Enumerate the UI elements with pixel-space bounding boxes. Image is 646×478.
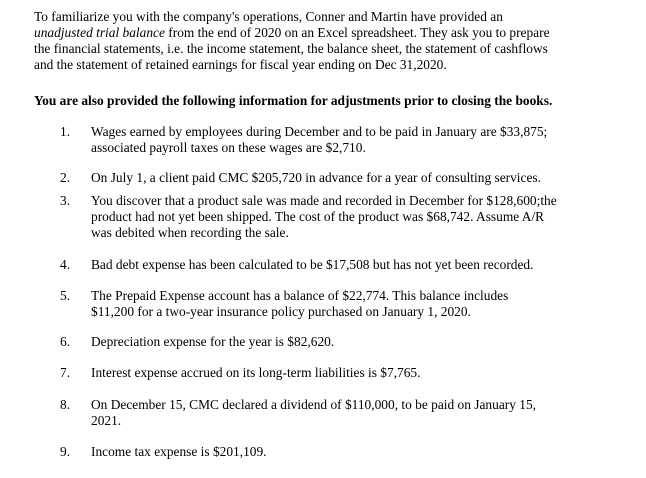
list-item-number: 9. [60,444,71,459]
list-item-line: Interest expense accrued on its long-term liabilities is $7,765. [91,365,421,380]
list-item-line: Wages earned by employees during December and to be paid in January are $33,875; [91,124,548,139]
intro-line-3: the financial statements, i.e. the income statement, the balance sheet, the statement of cashflows [34,41,548,56]
list-item-number: 6. [60,334,71,349]
intro-line-2 [34,25,614,41]
intro-line-4: and the statement of retained earnings for fiscal year ending on Dec 31,2020. [34,57,447,72]
list-item-number: 7. [60,365,71,380]
list-item-line: Income tax expense is $201,109. [91,444,267,459]
list-item-text [91,334,616,350]
list-item-line: Bad debt expense has been calculated to be $17,508 but has not yet been recorded. [91,257,534,272]
list-item-line: product had not yet been shipped. The cost of the product was $68,742. Assume A/R [91,209,545,224]
list-item-line: You discover that a product sale was made and recorded in December for $128,600;the [91,193,557,208]
list-item-text [91,397,616,429]
list-item-number: 4. [60,257,71,272]
list-item-line: The Prepaid Expense account has a balance of $22,774. This balance includes [91,288,509,303]
list-item-number: 8. [60,397,71,412]
list-item-line: On December 15, CMC declared a dividend of $110,000, to be paid on January 15, [91,397,537,412]
list-item-line: $11,200 for a two-year insurance policy purchased on January 1, 2020. [91,304,471,319]
list-item-number: 1. [60,124,71,139]
list-item-line: associated payroll taxes on these wages are $2,710. [91,140,366,155]
list-item-text [91,124,616,156]
list-item-text [91,288,616,320]
list-item-line: 2021. [91,413,122,428]
intro-italic-term: unadjusted trial balance [34,25,165,40]
list-item-number: 3. [60,193,71,208]
list-item-text [91,444,616,460]
intro-paragraph [34,9,614,73]
list-item-text [91,193,616,241]
list-item-line: On July 1, a client paid CMC $205,720 in advance for a year of consulting services. [91,170,541,185]
list-item-number: 2. [60,170,71,185]
intro-line-1: To familiarize you with the company's operations, Conner and Martin have provided an [34,9,503,24]
list-item-line: was debited when recording the sale. [91,225,289,240]
adjustments-heading: You are also provided the following information for adjustments prior to closing the books. [34,93,553,108]
intro-line-2-rest: from the end of 2020 on an Excel spreadsheet. They ask you to prepare [164,25,550,40]
list-item-number: 5. [60,288,71,303]
list-item-text [91,365,616,381]
list-item-text [91,257,616,273]
list-item-line: Depreciation expense for the year is $82,620. [91,334,335,349]
list-item-text [91,170,616,186]
